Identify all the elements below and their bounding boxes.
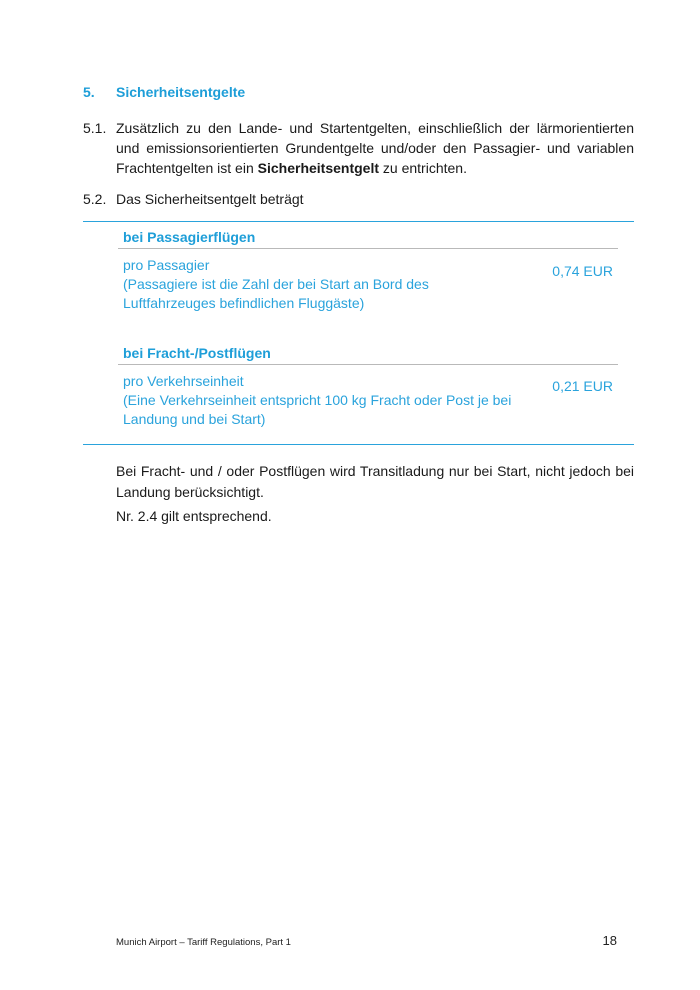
cargo-unit: pro Verkehrseinheit — [123, 373, 244, 389]
paragraph-number: 5.2. — [83, 191, 107, 207]
passenger-note: (Passagiere ist die Zahl der bei Start an Bord des Luftfahrzeuges befindlichen Fluggäste) — [123, 276, 429, 311]
passenger-divider — [118, 248, 618, 249]
table-top-rule — [83, 221, 634, 222]
passenger-heading: bei Passagierflügen — [123, 229, 256, 245]
page-number: 18 — [602, 933, 617, 948]
table-bottom-rule — [83, 444, 634, 445]
paragraph-text-part: Zusätzlich zu den Lande- und Startentgelten, einschließlich der lärmorientierten und emissionsorientierten Grundentgelte und/oder den Passagier- und variablen Frachtentgelten ist ein — [116, 120, 634, 176]
cargo-price: 0,21 EUR — [552, 378, 613, 394]
cargo-divider — [118, 364, 618, 365]
passenger-unit: pro Passagier — [123, 257, 210, 273]
transit-note: Bei Fracht- und / oder Postflügen wird Transitladung nur bei Start, nicht jedoch bei Landung berücksichtigt. — [116, 463, 634, 500]
reference-note: Nr. 2.4 gilt entsprechend. — [116, 508, 272, 524]
cargo-fee-description — [123, 372, 513, 429]
paragraph-text — [116, 118, 634, 178]
section-title: Sicherheitsentgelte — [116, 84, 246, 100]
cargo-note: (Eine Verkehrseinheit entspricht 100 kg Fracht oder Post je bei Landung und bei Start) — [123, 392, 512, 427]
cargo-heading: bei Fracht-/Postflügen — [123, 345, 271, 361]
paragraph-5-2 — [83, 189, 634, 209]
passenger-price: 0,74 EUR — [552, 263, 613, 279]
paragraph-5-1 — [83, 118, 634, 178]
paragraph-number: 5.1. — [83, 120, 107, 136]
passenger-fee-description — [123, 256, 523, 313]
footer-text: Munich Airport – Tariff Regulations, Part 1 — [116, 937, 291, 948]
paragraph-text: Das Sicherheitsentgelt beträgt — [116, 191, 304, 207]
section-number: 5. — [83, 84, 95, 100]
bold-term: Sicherheitsentgelt — [257, 160, 380, 176]
section-heading — [83, 84, 245, 100]
paragraph-text-part: zu entrichten. — [379, 160, 467, 176]
